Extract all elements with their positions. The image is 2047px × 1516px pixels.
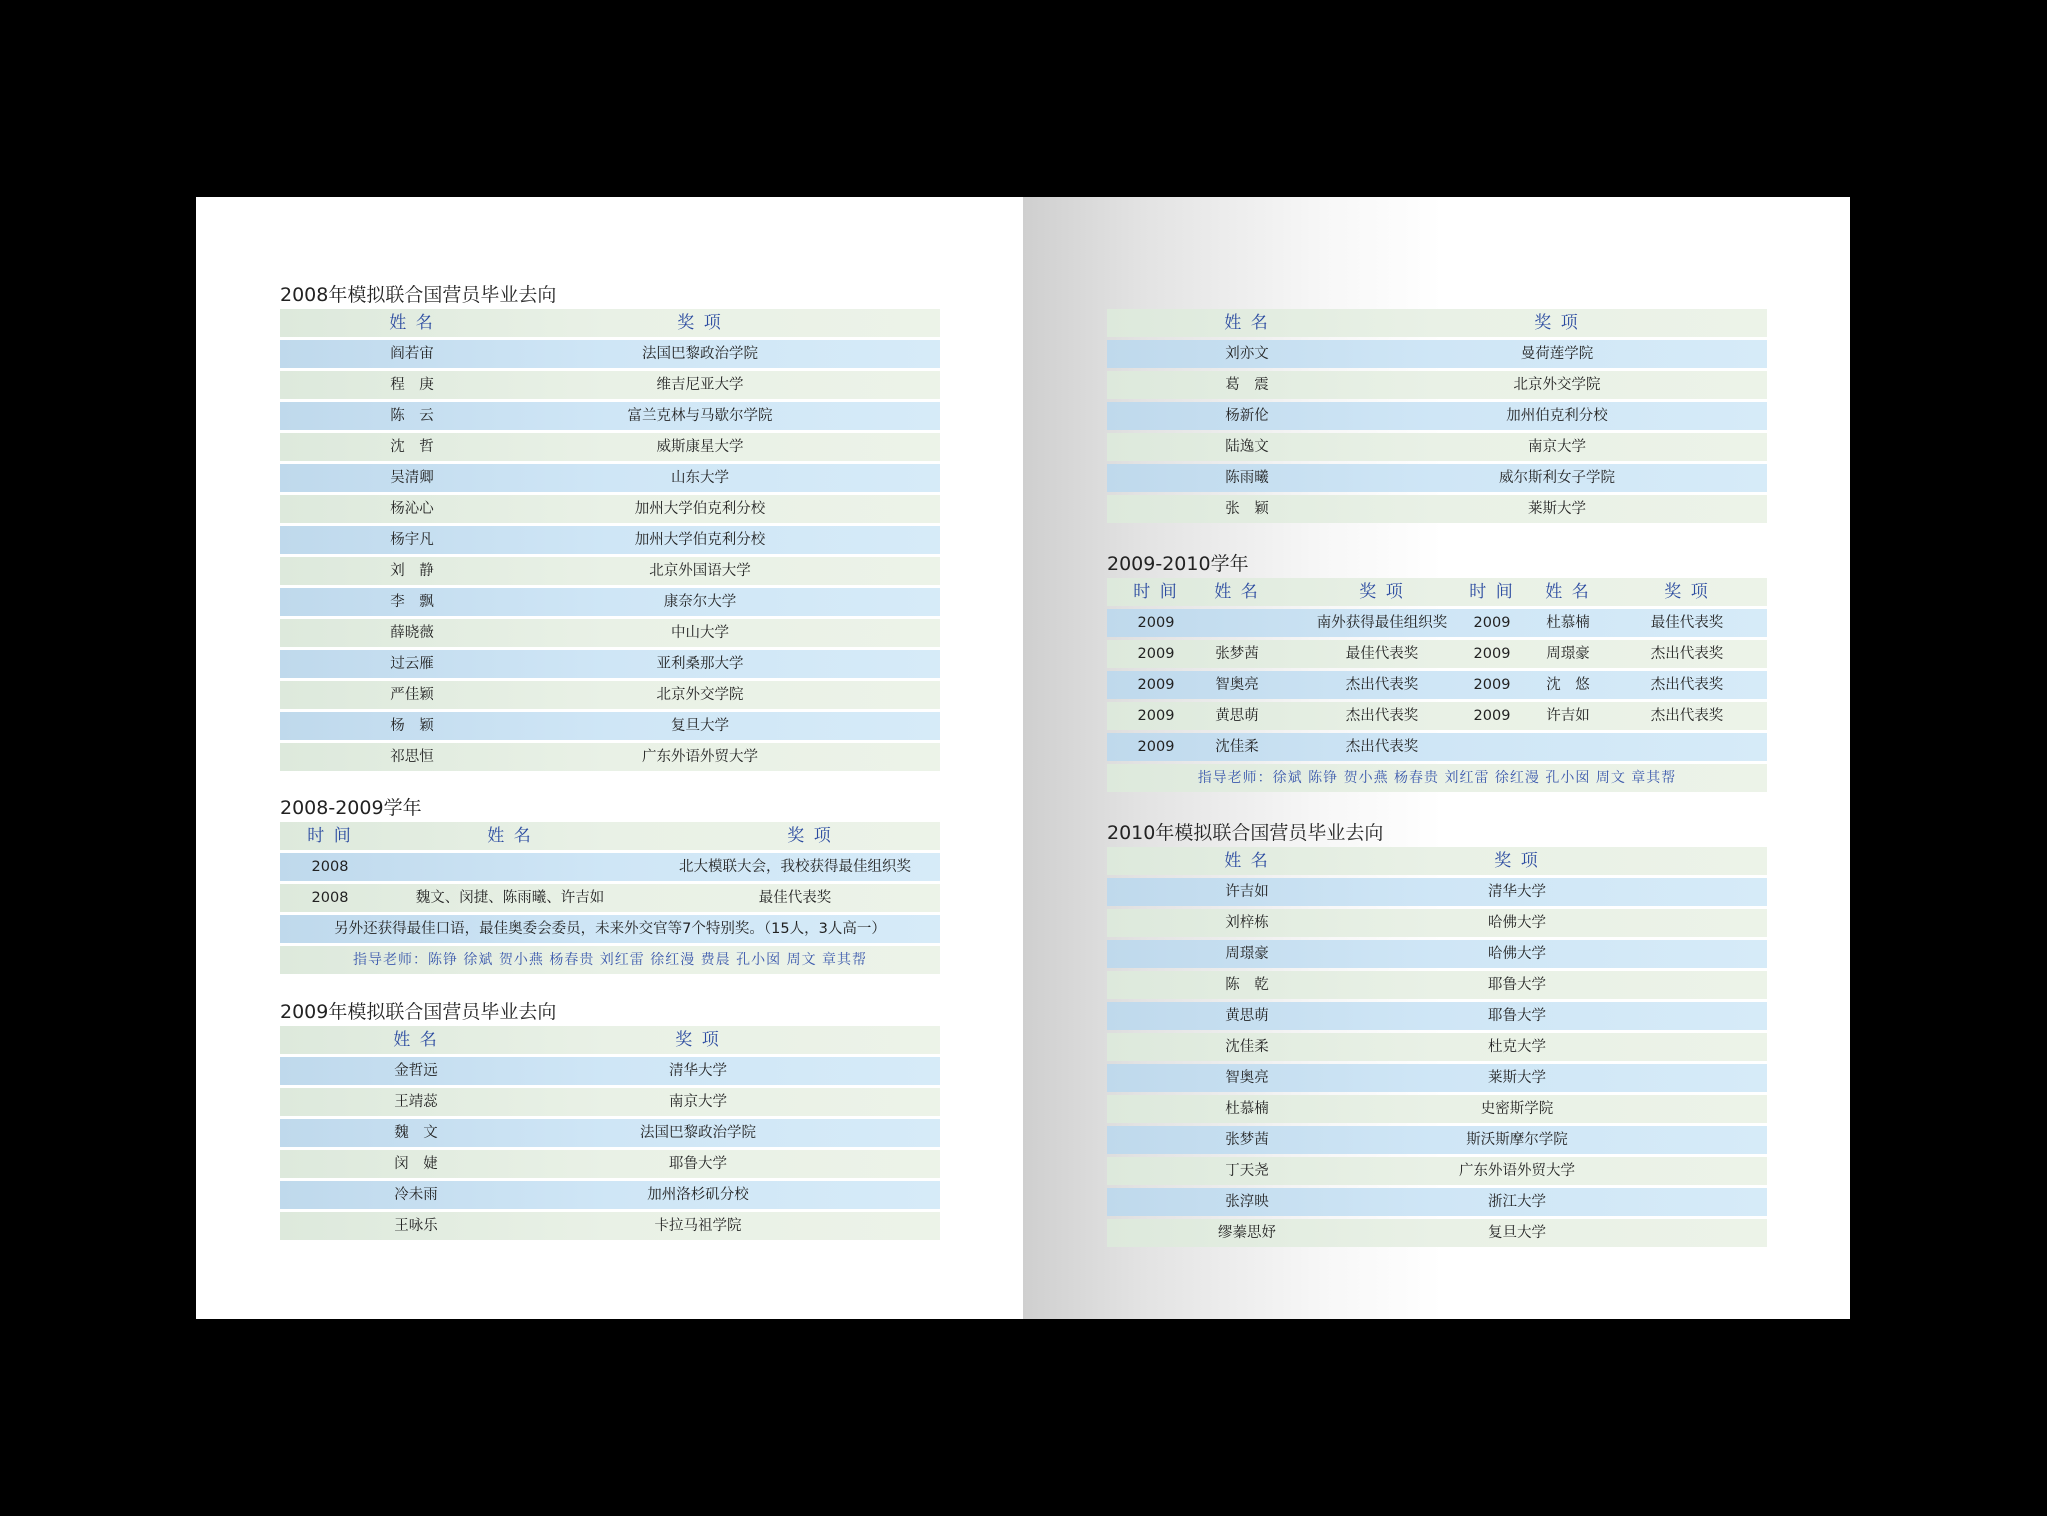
- table-2010-graduates: [1107, 819, 1767, 1250]
- section-title: 2008-2009学年: [280, 797, 422, 819]
- row-award2: 杰出代表奖: [1650, 708, 1724, 724]
- table-row: [280, 1057, 940, 1085]
- row-name: 金哲远: [394, 1063, 438, 1079]
- header-award: 奖 项: [1494, 851, 1540, 871]
- right-page: [1023, 197, 1850, 1319]
- row-award: 浙江大学: [1488, 1194, 1546, 1210]
- table-row: [280, 557, 940, 585]
- row-time: 2009: [1137, 739, 1175, 755]
- table-body: [1107, 340, 1767, 523]
- row-award: 斯沃斯摩尔学院: [1466, 1132, 1568, 1148]
- table-row: [1107, 495, 1767, 523]
- row-name: 杨新伦: [1225, 408, 1269, 424]
- row-name: 吴清卿: [390, 470, 434, 486]
- section-title: 2009年模拟联合国营员毕业去向: [280, 1001, 557, 1023]
- row-name2: 沈 悠: [1546, 677, 1590, 693]
- table-row: [1107, 878, 1767, 906]
- table-2008-graduates: [280, 281, 940, 774]
- row-award: 北大模联大会，我校获得最佳组织奖: [679, 859, 911, 875]
- row-name: 陆逸文: [1225, 439, 1269, 455]
- header-name: 姓 名: [389, 313, 435, 333]
- row-name: 冷未雨: [394, 1187, 438, 1203]
- table-row: [280, 495, 940, 523]
- header-name: 姓 名: [1224, 313, 1270, 333]
- table-row: [1107, 1157, 1767, 1185]
- row-award: 北京外交学院: [1513, 377, 1601, 393]
- row-name: 张梦茜: [1215, 646, 1259, 662]
- table-row: [1107, 1126, 1767, 1154]
- row-award2: 最佳代表奖: [1650, 615, 1724, 631]
- table-row: [1107, 1002, 1767, 1030]
- row-name: 薛晓薇: [390, 625, 434, 641]
- table-row: [1107, 371, 1767, 399]
- header-award-2: 奖 项: [1664, 582, 1710, 602]
- row-name: 刘梓栋: [1225, 915, 1269, 931]
- table-body: [1107, 609, 1767, 761]
- row-name: 魏文、闵捷、陈雨曦、许吉如: [415, 890, 605, 906]
- teachers-text: 指导老师：陈铮 徐斌 贺小燕 杨春贵 刘红雷 徐红漫 费晨 孔小囡 周文 章其帮: [352, 952, 868, 968]
- row-award2: [1617, 733, 1757, 761]
- row-name: 沈 哲: [390, 439, 434, 455]
- table-row: [1107, 733, 1767, 761]
- row-name: 张梦茜: [1225, 1132, 1269, 1148]
- row-name: 王靖蕊: [394, 1094, 438, 1110]
- row-name: 阎若宙: [390, 346, 434, 362]
- row-award: 中山大学: [671, 625, 729, 641]
- row-name: 沈佳柔: [1215, 739, 1259, 755]
- row-name: 严佳颖: [390, 687, 434, 703]
- row-award: 杰出代表奖: [1345, 708, 1419, 724]
- row-name: 陈 乾: [1225, 977, 1269, 993]
- row-time2: 2009: [1473, 646, 1511, 662]
- row-award: 加州伯克利分校: [1506, 408, 1608, 424]
- teachers-text: 指导老师：徐斌 陈铮 贺小燕 杨春贵 刘红雷 徐红漫 孔小囡 周文 章其帮: [1197, 770, 1677, 786]
- row-name: 沈佳柔: [1225, 1039, 1269, 1055]
- table-body: [280, 1057, 940, 1240]
- extra-awards-row: [280, 915, 940, 943]
- table-row: [1107, 1188, 1767, 1216]
- row-name: 祁思恒: [390, 749, 434, 765]
- table-row: [280, 712, 940, 740]
- row-award: 广东外语外贸大学: [642, 749, 758, 765]
- row-award: 哈佛大学: [1488, 915, 1546, 931]
- header-time: 时 间: [307, 826, 353, 846]
- row-time2: 2009: [1473, 615, 1511, 631]
- table-header: [1107, 847, 1767, 875]
- row-name: 智奥亮: [1215, 677, 1259, 693]
- table-2008-2009: [280, 794, 940, 977]
- table-row: [280, 433, 940, 461]
- row-award: 曼荷莲学院: [1520, 346, 1594, 362]
- row-name: 过云雁: [390, 656, 434, 672]
- table-row: [280, 1119, 940, 1147]
- row-time: 2008: [311, 890, 349, 906]
- row-name: 丁天尧: [1225, 1163, 1269, 1179]
- row-award: 法国巴黎政治学院: [642, 346, 758, 362]
- row-time: 2009: [1137, 708, 1175, 724]
- table-row: [280, 588, 940, 616]
- row-name: 黄思萌: [1225, 1008, 1269, 1024]
- section-title: 2009-2010学年: [1107, 553, 1249, 575]
- header-award: 奖 项: [787, 826, 833, 846]
- row-award2: 杰出代表奖: [1650, 677, 1724, 693]
- row-award: 维吉尼亚大学: [656, 377, 744, 393]
- row-name2: 许吉如: [1546, 708, 1590, 724]
- table-row: [1107, 1064, 1767, 1092]
- row-award: 南京大学: [1528, 439, 1586, 455]
- table-row: [1107, 671, 1767, 699]
- row-name: [1197, 609, 1277, 637]
- row-award: 康奈尔大学: [663, 594, 737, 610]
- row-name: 杜慕楠: [1225, 1101, 1269, 1117]
- row-award: 南外获得最佳组织奖: [1316, 615, 1448, 631]
- table-row: [1107, 402, 1767, 430]
- header-name: 姓 名: [1214, 582, 1260, 602]
- table-row: [1107, 433, 1767, 461]
- table-row: [1107, 1219, 1767, 1247]
- table-body: [280, 340, 940, 771]
- table-row: [1107, 971, 1767, 999]
- row-name2: 周璟豪: [1546, 646, 1590, 662]
- row-award: 最佳代表奖: [758, 890, 832, 906]
- extra-awards-text: 另外还获得最佳口语，最佳奥委会委员，未来外交官等7个特别奖。（15人，3人高一）: [334, 921, 886, 937]
- table-row: [280, 1212, 940, 1240]
- row-award: 亚利桑那大学: [656, 656, 744, 672]
- table-row: [1107, 702, 1767, 730]
- row-name: 周璟豪: [1225, 946, 1269, 962]
- row-name: 黄思萌: [1215, 708, 1259, 724]
- row-name: 魏 文: [394, 1125, 438, 1141]
- table-row: [1107, 909, 1767, 937]
- table-row: [280, 853, 940, 881]
- row-award: 富兰克林与马歇尔学院: [627, 408, 773, 424]
- table-2009-2010: [1107, 550, 1767, 795]
- row-name: 张 颖: [1225, 501, 1269, 517]
- table-row: [280, 402, 940, 430]
- header-name-2: 姓 名: [1545, 582, 1591, 602]
- row-award: 耶鲁大学: [669, 1156, 727, 1172]
- row-award2: 杰出代表奖: [1650, 646, 1724, 662]
- row-name: 缪蓁思妤: [1218, 1225, 1276, 1241]
- row-name: [380, 853, 640, 881]
- row-name: 许吉如: [1225, 884, 1269, 900]
- table-2009-graduates: [280, 998, 940, 1243]
- row-name: 葛 震: [1225, 377, 1269, 393]
- table-row: [280, 1150, 940, 1178]
- table-row: [280, 681, 940, 709]
- row-name: 智奥亮: [1225, 1070, 1269, 1086]
- header-time: 时 间: [1133, 582, 1179, 602]
- row-award: 哈佛大学: [1488, 946, 1546, 962]
- row-award: 莱斯大学: [1488, 1070, 1546, 1086]
- row-time: 2009: [1137, 677, 1175, 693]
- row-award: 杰出代表奖: [1345, 739, 1419, 755]
- header-award: 奖 项: [1534, 313, 1580, 333]
- section-title: 2010年模拟联合国营员毕业去向: [1107, 822, 1384, 844]
- table-header: [280, 1026, 940, 1054]
- header-time-2: 时 间: [1469, 582, 1515, 602]
- row-name: 杨 颖: [390, 718, 434, 734]
- header-award: 奖 项: [677, 313, 723, 333]
- header-award: 奖 项: [1359, 582, 1405, 602]
- row-award: 加州洛杉矶分校: [647, 1187, 749, 1203]
- row-award: 加州大学伯克利分校: [634, 532, 766, 548]
- header-name: 姓 名: [1224, 851, 1270, 871]
- row-award: 卡拉马祖学院: [654, 1218, 742, 1234]
- table-row: [1107, 1033, 1767, 1061]
- row-award: 莱斯大学: [1528, 501, 1586, 517]
- row-award: 山东大学: [671, 470, 729, 486]
- table-row: [280, 884, 940, 912]
- table-row: [280, 371, 940, 399]
- row-award: 复旦大学: [671, 718, 729, 734]
- table-row: [1107, 640, 1767, 668]
- row-award: 清华大学: [1488, 884, 1546, 900]
- table-header: [1107, 578, 1767, 606]
- table-header: [280, 309, 940, 337]
- table-row: [1107, 609, 1767, 637]
- row-award: 北京外国语大学: [649, 563, 751, 579]
- row-award: 耶鲁大学: [1488, 977, 1546, 993]
- row-time2: 2009: [1473, 708, 1511, 724]
- row-award: 最佳代表奖: [1345, 646, 1419, 662]
- row-award: 威斯康星大学: [656, 439, 744, 455]
- header-name: 姓 名: [487, 826, 533, 846]
- table-row: [280, 743, 940, 771]
- row-award: 威尔斯利女子学院: [1499, 470, 1615, 486]
- row-name: 张淳映: [1225, 1194, 1269, 1210]
- table-header: [1107, 309, 1767, 337]
- table-2009-graduates-continued: [1107, 309, 1767, 526]
- row-time2: [1457, 733, 1527, 761]
- row-award: 复旦大学: [1488, 1225, 1546, 1241]
- row-name: 王咏乐: [394, 1218, 438, 1234]
- header-award: 奖 项: [675, 1030, 721, 1050]
- table-row: [1107, 340, 1767, 368]
- teachers-row: [280, 946, 940, 974]
- row-name: 杨沁心: [390, 501, 434, 517]
- row-award: 法国巴黎政治学院: [640, 1125, 756, 1141]
- row-name: 杨宇凡: [390, 532, 434, 548]
- teachers-row: [1107, 764, 1767, 792]
- row-name: 李 飘: [390, 594, 434, 610]
- table-row: [1107, 940, 1767, 968]
- row-award: 清华大学: [669, 1063, 727, 1079]
- row-time2: 2009: [1473, 677, 1511, 693]
- table-row: [1107, 1095, 1767, 1123]
- table-row: [280, 1088, 940, 1116]
- row-name: 陈 云: [390, 408, 434, 424]
- left-page: [196, 197, 1023, 1319]
- header-name: 姓 名: [393, 1030, 439, 1050]
- table-row: [280, 464, 940, 492]
- row-name: 程 庚: [390, 377, 434, 393]
- table-body: [1107, 878, 1767, 1247]
- row-award: 北京外交学院: [656, 687, 744, 703]
- row-name2: 杜慕楠: [1546, 615, 1590, 631]
- row-time: 2009: [1137, 646, 1175, 662]
- row-time: 2008: [311, 859, 349, 875]
- row-time: 2009: [1137, 615, 1175, 631]
- row-name: 陈雨曦: [1225, 470, 1269, 486]
- table-row: [280, 619, 940, 647]
- row-name: 闵 婕: [394, 1156, 438, 1172]
- row-name2: [1533, 733, 1603, 761]
- section-title: 2008年模拟联合国营员毕业去向: [280, 284, 557, 306]
- table-row: [280, 526, 940, 554]
- row-name: 刘亦文: [1225, 346, 1269, 362]
- table-row: [280, 650, 940, 678]
- row-award: 耶鲁大学: [1488, 1008, 1546, 1024]
- row-award: 杰出代表奖: [1345, 677, 1419, 693]
- row-award: 史密斯学院: [1480, 1101, 1554, 1117]
- table-row: [1107, 464, 1767, 492]
- row-name: 刘 静: [390, 563, 434, 579]
- row-award: 南京大学: [669, 1094, 727, 1110]
- table-header: [280, 822, 940, 850]
- row-award: 杜克大学: [1488, 1039, 1546, 1055]
- row-award: 加州大学伯克利分校: [634, 501, 766, 517]
- row-award: 广东外语外贸大学: [1459, 1163, 1575, 1179]
- table-row: [280, 340, 940, 368]
- table-row: [280, 1181, 940, 1209]
